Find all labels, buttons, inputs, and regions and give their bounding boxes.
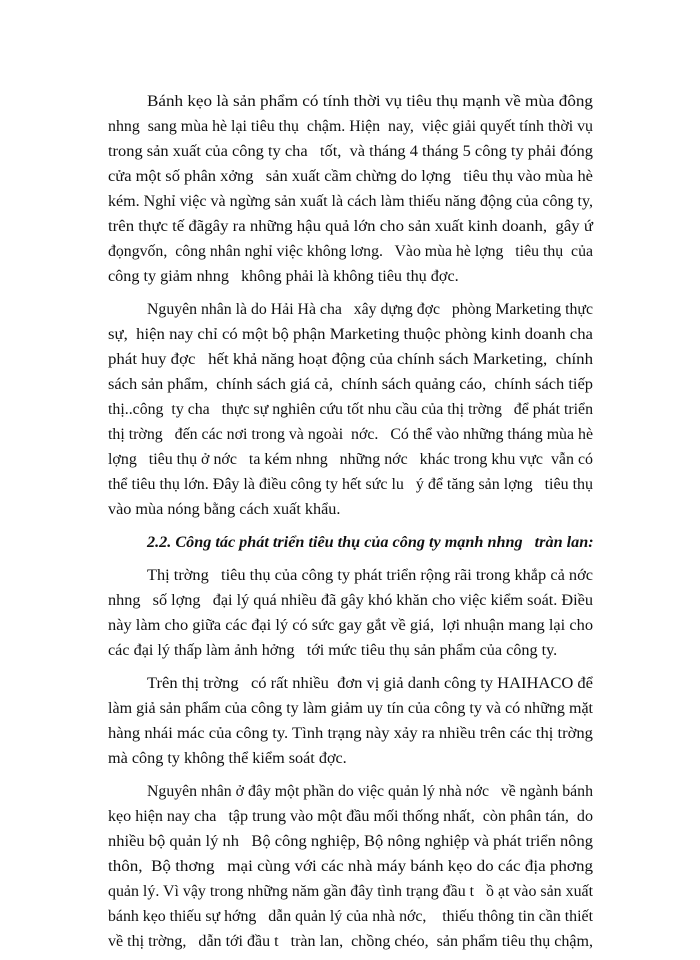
paragraph-1-line-8: công ty giảm nhng không phải là không tiêu thụ đợc.: [108, 267, 459, 285]
paragraph-2-line-4: sách sản phẩm, chính sách giá cả, chính sách quảng cáo, chính sách tiếp: [108, 375, 593, 393]
paragraph-4-line-2: làm giả sản phẩm của công ty làm giảm uy tín của công ty và có những mặt: [108, 699, 594, 717]
paragraph-1-line-7: đọngvốn, công nhân nghỉ việc không lơng. Vào mùa hè lợng tiêu thụ của: [108, 242, 594, 260]
paragraph-3-line-3: này làm cho giữa các đại lý có sức gay gắt về giá, lợi nhuận mang lại cho: [108, 616, 594, 634]
paragraph-2-line-7: lợng tiêu thụ ở nớc ta kém nhng những nớc khác trong khu vực vẫn có: [108, 450, 594, 468]
paragraph-2-line-6: thị trờng đến các nơi trong và ngoài nớc. Có thể vào những tháng mùa hè: [108, 425, 594, 443]
paragraph-5-line-7: về thị trờng, dẫn tới đầu t tràn lan, chồng chéo, sản phẩm tiêu thụ chậm,: [108, 932, 593, 950]
paragraph-4-line-1: Trên thị trờng có rất nhiều đơn vị giả danh công ty HAIHACO để: [147, 674, 594, 692]
section-heading: 2.2. Công tác phát triển tiêu thụ của công ty mạnh nhng tràn lan:: [147, 533, 594, 551]
paragraph-4-line-3: hàng nhái mác của công ty. Tình trạng này xảy ra nhiều trên các thị trờng: [108, 724, 593, 742]
paragraph-2-line-3: phát huy đợc hết khả năng hoạt động của chính sách Marketing, chính: [108, 350, 594, 368]
paragraph-1-line-1: Bánh kẹo là sản phẩm có tính thời vụ tiêu thụ mạnh về mùa đông: [147, 92, 593, 110]
paragraph-5-line-1: Nguyên nhân ở đây một phần do việc quản lý nhà nớc về ngành bánh: [147, 782, 594, 800]
paragraph-2-line-8: thể tiêu thụ lớn. Đây là điều công ty hết sức lu ý để tăng sản lợng tiêu thụ: [108, 475, 594, 493]
paragraph-1-line-2: nhng sang mùa hè lại tiêu thụ chậm. Hiện nay, việc giải quyết tính thời vụ: [108, 117, 593, 135]
paragraph-4-line-4: mà công ty không thể kiểm soát đợc.: [108, 749, 347, 767]
paragraph-2-line-9: vào mùa nóng bằng cách xuất khẩu.: [108, 500, 341, 518]
paragraph-3-line-2: nhng số lợng đại lý quá nhiều đã gây khó khăn cho việc kiểm soát. Điều: [108, 591, 593, 609]
paragraph-1-line-5: kém. Nghỉ việc và ngừng sản xuất là cách làm thiếu năng động của công ty,: [108, 192, 594, 210]
paragraph-5-line-2: kẹo hiện nay cha tập trung vào một đầu mối thống nhất, còn phân tán, do: [108, 807, 594, 825]
paragraph-2-line-1: Nguyên nhân là do Hải Hà cha xây dựng đợc phòng Marketing thực: [147, 300, 593, 318]
paragraph-3-line-4: các đại lý thấp làm ảnh hởng tới mức tiêu thụ sản phẩm của công ty.: [108, 641, 558, 659]
paragraph-1-line-3: trong sản xuất của công ty cha tốt, và tháng 4 tháng 5 công ty phải đóng: [108, 142, 593, 160]
paragraph-5-line-5: quản lý. Vì vậy trong những năm gần đây tình trạng đầu t ồ ạt vào sản xuất: [108, 882, 594, 900]
paragraph-5-line-6: bánh kẹo thiếu sự hớng dẫn quản lý của nhà nớc, thiếu thông tin cần thiết: [108, 907, 593, 925]
paragraph-2-line-2: sự, hiện nay chỉ có một bộ phận Marketing thuộc phòng kinh doanh cha: [108, 325, 593, 343]
paragraph-5-line-4: thôn, Bộ thơng mại cùng với các nhà máy bánh kẹo do các địa phơng: [108, 857, 593, 875]
paragraph-3-line-1: Thị trờng tiêu thụ của công ty phát triển rộng rãi trong khắp cả nớc: [147, 566, 594, 584]
paragraph-5-line-3: nhiều bộ quản lý nh Bộ công nghiệp, Bộ nông nghiệp và phát triển nông: [108, 832, 593, 850]
paragraph-2-line-5: thị..công ty cha thực sự nghiên cứu tốt nhu cầu của thị trờng để phát triển: [108, 400, 594, 418]
paragraph-1-line-4: cửa một số phân xởng sản xuất cầm chừng do lợng tiêu thụ vào mùa hè: [108, 167, 593, 185]
paragraph-1-line-6: trên thực tế đãgây ra những hậu quả lớn cho sản xuất kinh doanh, gây ứ: [108, 217, 593, 235]
